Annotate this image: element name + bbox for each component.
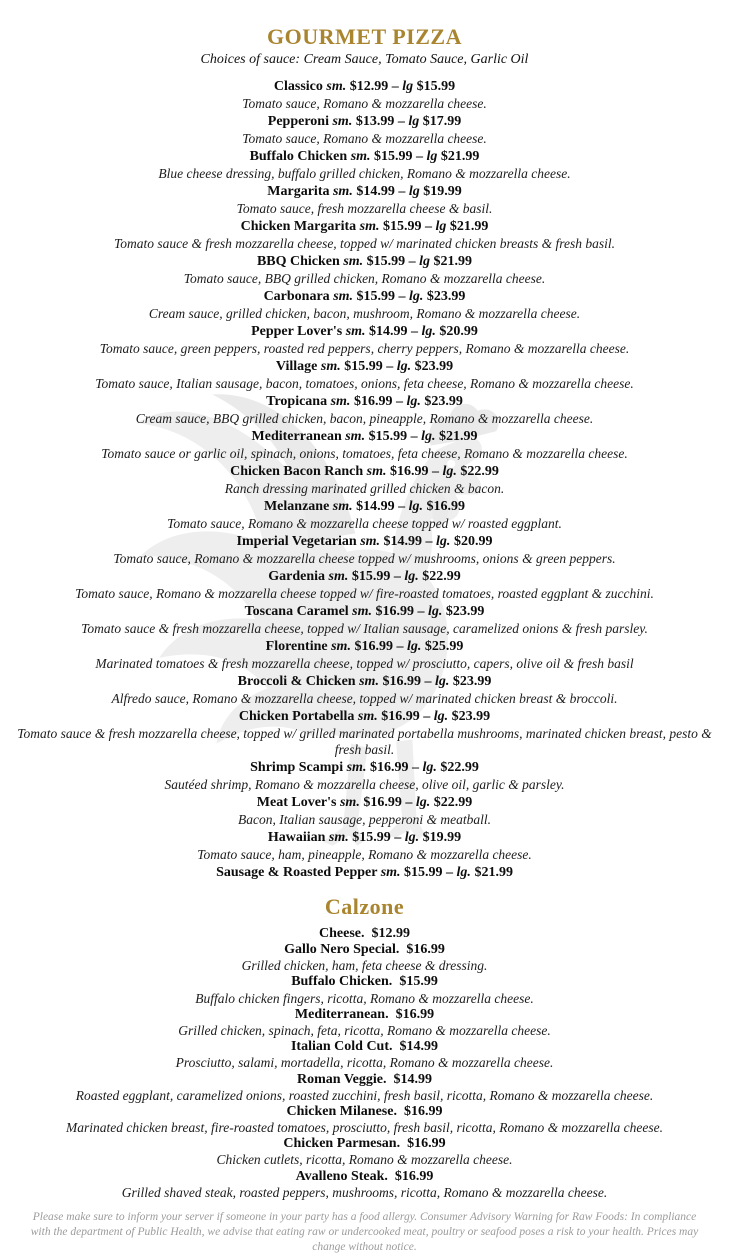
price-separator: –: [410, 428, 418, 444]
size-label-small: sm.: [339, 794, 360, 810]
size-label-large: lg: [408, 184, 420, 200]
item-price-small: $15.99: [382, 219, 422, 235]
item-price-small: $13.99: [355, 114, 395, 130]
item-name: Classico: [273, 79, 323, 95]
size-label-large: lg.: [436, 533, 451, 549]
menu-item: [12, 289, 717, 322]
item-name: Mediterranean: [251, 428, 342, 444]
item-title-line: [12, 184, 717, 201]
calzone-items-list: [12, 926, 717, 1200]
item-price-large: $23.99: [424, 393, 463, 409]
item-name: Chicken Parmesan.: [283, 1136, 401, 1152]
menu-item: [12, 114, 717, 147]
item-price-large: $23.99: [426, 289, 466, 304]
menu-item: [12, 149, 717, 182]
item-price-small: $15.99: [344, 358, 383, 374]
item-price-large: $23.99: [414, 358, 454, 374]
size-label-large: lg: [408, 114, 420, 130]
item-title-line: [12, 464, 717, 481]
item-price: $16.99: [406, 942, 445, 958]
menu-item: [12, 534, 717, 567]
size-label-large: lg: [426, 149, 438, 165]
item-title-line: [12, 219, 717, 236]
item-name: Pepperoni: [267, 114, 329, 130]
price-separator: –: [398, 289, 406, 304]
price-separator: –: [408, 254, 416, 270]
menu-item: [12, 942, 717, 973]
item-name: Florentine: [265, 638, 328, 654]
size-label-large: lg.: [422, 759, 437, 775]
item-title-line: [12, 149, 717, 166]
price-separator: –: [396, 638, 404, 654]
item-description: Cream sauce, BBQ grilled chicken, bacon, pineapple, Romano & mozzarella cheese.: [135, 410, 594, 426]
size-label-large: lg.: [415, 794, 431, 810]
size-label-small: sm.: [331, 638, 351, 654]
menu-item: [12, 79, 717, 112]
item-name: Italian Cold Cut.: [290, 1039, 393, 1055]
size-label-small: sm.: [328, 568, 349, 584]
item-title-line: [12, 639, 717, 656]
item-description: Grilled chicken, ham, feta cheese & dressing.: [241, 958, 488, 974]
size-label-small: sm.: [320, 358, 341, 374]
item-description: Tomato sauce or garlic oil, spinach, onions, tomatoes, feta cheese, Romano & mozzarella cheese.: [101, 445, 628, 461]
menu-item: [12, 184, 717, 217]
item-price-small: $15.99: [368, 428, 408, 444]
item-price-small: $15.99: [374, 149, 413, 165]
item-price-small: $14.99: [356, 184, 395, 200]
menu-item: [12, 1136, 717, 1167]
size-label-small: sm.: [332, 498, 353, 514]
pizza-items-list: [12, 79, 717, 882]
item-title-line: [12, 1039, 717, 1055]
menu-item: [12, 974, 717, 1005]
size-label-small: sm.: [333, 289, 354, 304]
size-label-small: sm.: [357, 708, 378, 724]
size-label-small: sm.: [332, 184, 353, 200]
item-title-line: [12, 324, 717, 341]
price-separator: –: [405, 794, 413, 810]
size-label-small: sm.: [350, 149, 371, 165]
item-description: Grilled shaved steak, roasted peppers, mushrooms, ricotta, Romano & mozzarella cheese.: [121, 1184, 608, 1200]
size-label-large: lg.: [408, 498, 424, 514]
item-title-line: [12, 760, 717, 777]
item-name: Shrimp Scampi: [250, 759, 344, 775]
size-label-large: lg: [419, 254, 431, 270]
size-label-small: sm.: [359, 219, 380, 235]
size-label-small: sm.: [366, 463, 387, 479]
menu-item: [12, 1169, 717, 1200]
item-title-line: [12, 1072, 717, 1088]
item-title-line: [12, 289, 717, 306]
size-label-large: lg.: [434, 673, 450, 689]
price-separator: –: [397, 114, 405, 130]
price-separator: –: [391, 79, 399, 95]
item-price-small: $16.99: [382, 673, 421, 689]
item-price-large: $21.99: [440, 149, 480, 165]
item-title-line: [12, 1136, 717, 1152]
item-title-line: [12, 254, 717, 271]
section-calzone: [12, 894, 717, 1200]
item-title-line: [12, 604, 717, 621]
item-description: Grilled chicken, spinach, feta, ricotta, Romano & mozzarella cheese.: [178, 1022, 551, 1038]
item-price-small: $12.99: [349, 79, 389, 95]
item-title-line: [12, 499, 717, 516]
price-separator: –: [398, 184, 406, 200]
item-price: $16.99: [407, 1136, 446, 1152]
item-name: Gardenia: [268, 568, 326, 584]
menu-item: [12, 219, 717, 252]
item-name: Imperial Vegetarian: [236, 533, 357, 549]
item-title-line: [12, 429, 717, 446]
menu-item: [12, 674, 717, 707]
menu-item: [12, 499, 717, 532]
item-price-small: $16.99: [381, 708, 420, 724]
item-name: Avalleno Steak.: [295, 1168, 388, 1184]
calzone-title: Calzone: [324, 893, 405, 919]
item-price-large: $19.99: [422, 829, 462, 845]
item-description: Tomato sauce, Italian sausage, bacon, tomatoes, onions, feta cheese, Romano & mozzarella cheese.: [95, 375, 634, 391]
item-title-line: [12, 674, 717, 691]
item-price-large: $22.99: [422, 568, 461, 584]
item-description: Alfredo sauce, Romano & mozzarella cheese, topped w/ marinated chicken breast & broccoli.: [111, 690, 618, 706]
menu-item: [12, 1007, 717, 1038]
item-price-small: $16.99: [389, 463, 429, 479]
item-description: Tomato sauce & fresh mozzarella cheese, topped w/ marinated chicken breasts & fresh basil.: [113, 235, 616, 251]
item-name: Tropicana: [266, 393, 328, 409]
menu-item: [12, 254, 717, 287]
size-label-large: lg: [402, 79, 414, 95]
item-price-large: $20.99: [439, 323, 478, 339]
item-name: Buffalo Chicken: [249, 149, 348, 165]
price-separator: –: [411, 323, 419, 339]
item-description: Cream sauce, grilled chicken, bacon, mushroom, Romano & mozzarella cheese.: [148, 305, 581, 321]
item-price-small: $14.99: [383, 533, 423, 549]
menu-item: [12, 639, 717, 672]
item-price: $16.99: [403, 1103, 443, 1119]
size-label-large: lg.: [406, 393, 421, 409]
item-title-line: [12, 1169, 717, 1185]
item-title-line: [12, 942, 717, 958]
item-name: Margarita: [267, 184, 330, 200]
item-price-large: $22.99: [433, 794, 473, 810]
item-title-line: [12, 534, 717, 551]
item-price-small: $15.99: [351, 568, 391, 584]
item-name: Sausage & Roasted Pepper: [216, 864, 378, 880]
item-description: Tomato sauce, green peppers, roasted red peppers, cherry peppers, Romano & mozzarella cheese.: [99, 340, 630, 356]
item-name: Roman Veggie.: [297, 1071, 387, 1087]
item-description: Chicken cutlets, ricotta, Romano & mozzarella cheese.: [216, 1152, 513, 1168]
menu-item: [12, 709, 717, 758]
item-price: $16.99: [394, 1168, 434, 1184]
item-title-line: [12, 865, 717, 882]
menu-item: [12, 1072, 717, 1103]
item-price-large: $25.99: [424, 638, 464, 654]
item-description: Tomato sauce, Romano & mozzarella cheese topped w/ roasted eggplant.: [167, 515, 562, 531]
item-title-line: [12, 926, 717, 942]
item-price-large: $19.99: [423, 184, 462, 200]
item-price-large: $16.99: [426, 498, 466, 514]
item-description: Buffalo chicken fingers, ricotta, Romano & mozzarella cheese.: [195, 990, 534, 1006]
menu-item: [12, 795, 717, 828]
menu-item: [12, 429, 717, 462]
size-label-small: sm.: [328, 829, 349, 845]
item-description: Marinated chicken breast, fire-roasted tomatoes, prosciutto, fresh basil, ricotta, Romano & mozzarella cheese.: [66, 1119, 663, 1135]
item-price: $16.99: [395, 1006, 435, 1022]
price-separator: –: [417, 603, 425, 619]
size-label-small: sm.: [330, 393, 351, 409]
item-price-large: $20.99: [453, 533, 493, 549]
item-name: Gallo Nero Special.: [284, 942, 400, 958]
item-name: Meat Lover's: [256, 794, 337, 810]
item-name: BBQ Chicken: [256, 254, 340, 270]
item-name: Broccoli & Chicken: [237, 673, 356, 689]
item-name: Buffalo Chicken.: [291, 974, 393, 990]
size-label-small: sm.: [359, 673, 379, 689]
size-label-large: lg.: [442, 463, 457, 479]
item-price-small: $14.99: [369, 323, 408, 339]
allergy-disclaimer: Please make sure to inform your server if someone in your party has a food allergy. Consumer Advisory Warning for Raw Foods: In compliance with the department of Public Health, we advise that eating raw or undercooked meat, poultry or seafood poses a risk to your health. Prices may change without notice.: [30, 1210, 699, 1253]
item-title-line: [12, 1104, 717, 1120]
menu-item: [12, 324, 717, 357]
size-label-large: lg.: [428, 603, 443, 619]
menu-item: [12, 569, 717, 602]
size-label-large: lg: [435, 219, 447, 235]
menu-item: [12, 464, 717, 497]
item-title-line: [12, 114, 717, 131]
size-label-small: sm.: [345, 323, 366, 339]
size-label-large: lg.: [396, 358, 412, 374]
item-name: Chicken Bacon Ranch: [230, 463, 364, 479]
size-label-large: lg.: [406, 638, 422, 654]
size-label-small: sm.: [352, 603, 373, 619]
menu-item: [12, 1039, 717, 1070]
item-description: Prosciutto, salami, mortadella, ricotta, Romano & mozzarella cheese.: [175, 1055, 554, 1071]
price-separator: –: [425, 533, 433, 549]
item-description: Roasted eggplant, caramelized onions, roasted zucchini, fresh basil, ricotta, Romano & mozzarella cheese.: [75, 1087, 654, 1103]
item-price-large: $23.99: [445, 603, 485, 619]
item-title-line: [12, 795, 717, 812]
price-separator: –: [394, 829, 402, 845]
item-name: Pepper Lover's: [251, 323, 343, 339]
size-label-large: lg.: [404, 568, 419, 584]
item-price-large: $23.99: [452, 673, 492, 689]
price-separator: –: [411, 759, 419, 775]
item-name: Toscana Caramel: [244, 603, 349, 619]
menu-item: [12, 830, 717, 863]
item-title-line: [12, 974, 717, 990]
item-price-small: $15.99: [352, 829, 391, 845]
size-label-large: lg.: [421, 428, 436, 444]
menu-item: [12, 760, 717, 793]
item-title-line: [12, 830, 717, 847]
menu-item: [12, 359, 717, 392]
item-price-large: $21.99: [474, 864, 513, 880]
menu-item: [12, 1104, 717, 1135]
price-separator: –: [424, 219, 432, 235]
price-separator: –: [395, 393, 403, 409]
item-price-small: $14.99: [356, 498, 395, 514]
item-name: Chicken Portabella: [238, 708, 355, 724]
item-description: Marinated tomatoes & fresh mozzarella cheese, topped w/ prosciutto, capers, olive oil & fresh basil: [95, 655, 634, 671]
item-price-large: $23.99: [451, 708, 491, 724]
item-description: Tomato sauce, Romano & mozzarella cheese topped w/ mushrooms, onions & green peppers.: [113, 550, 616, 566]
size-label-large: lg.: [433, 708, 449, 724]
item-price-large: $21.99: [438, 428, 478, 444]
menu-item: [12, 865, 717, 882]
size-label-small: sm.: [343, 254, 364, 270]
size-label-small: sm.: [380, 864, 401, 880]
item-description: Tomato sauce & fresh mozzarella cheese, topped w/ grilled marinated portabella mushrooms, marinated chicken breast, pesto & fresh basil.: [17, 725, 712, 757]
item-description: Tomato sauce, fresh mozzarella cheese & basil.: [236, 200, 493, 216]
price-separator: –: [424, 673, 432, 689]
price-separator: –: [398, 498, 406, 514]
menu-item: [12, 604, 717, 637]
item-description: Sautéed shrimp, Romano & mozzarella cheese, olive oil, garlic & parsley.: [164, 776, 565, 792]
item-name: Carbonara: [263, 289, 330, 304]
item-price-large: $22.99: [440, 759, 479, 775]
size-label-large: lg.: [404, 829, 420, 845]
item-description: Ranch dressing marinated grilled chicken & bacon.: [224, 480, 505, 496]
size-label-small: sm.: [346, 759, 367, 775]
item-name: Cheese.: [319, 926, 365, 942]
item-name: Mediterranean.: [294, 1006, 389, 1022]
item-price-small: $16.99: [354, 638, 393, 654]
price-separator: –: [423, 708, 431, 724]
price-separator: –: [416, 149, 424, 165]
item-price-large: $21.99: [433, 254, 473, 270]
item-price-large: $15.99: [416, 79, 456, 95]
item-title-line: [12, 709, 717, 726]
item-name: Chicken Milanese.: [286, 1103, 397, 1119]
item-title-line: [12, 359, 717, 376]
item-price: $14.99: [399, 1039, 439, 1055]
item-price-large: $21.99: [449, 219, 489, 235]
menu-item: [12, 926, 717, 942]
size-label-large: lg.: [456, 864, 471, 880]
item-price-small: $15.99: [356, 289, 396, 304]
gourmet-pizza-title: GOURMET PIZZA: [267, 24, 462, 49]
item-price-large: $17.99: [422, 114, 462, 130]
item-name: Village: [275, 358, 318, 374]
size-label-small: sm.: [345, 428, 366, 444]
item-description: Tomato sauce, BBQ grilled chicken, Romano & mozzarella cheese.: [183, 270, 546, 286]
section-gourmet-pizza: [12, 24, 717, 882]
item-name: Chicken Margarita: [240, 219, 357, 235]
item-price-small: $15.99: [366, 254, 406, 270]
item-price-small: $16.99: [375, 603, 415, 619]
item-price-small: $16.99: [369, 759, 409, 775]
size-label-small: sm.: [360, 533, 381, 549]
item-price: $12.99: [371, 926, 410, 942]
item-description: Tomato sauce, ham, pineapple, Romano & mozzarella cheese.: [197, 846, 532, 862]
item-title-line: [12, 569, 717, 586]
item-description: Tomato sauce & fresh mozzarella cheese, topped w/ Italian sausage, caramelized onions & fresh parsley.: [81, 620, 648, 636]
price-separator: –: [431, 463, 439, 479]
item-price: $15.99: [399, 974, 438, 990]
item-description: Tomato sauce, Romano & mozzarella cheese topped w/ fire-roasted tomatoes, roasted eggplant & zucchini.: [75, 585, 654, 601]
item-price-small: $15.99: [404, 864, 443, 880]
price-separator: –: [446, 864, 454, 880]
item-description: Tomato sauce, Romano & mozzarella cheese.: [242, 130, 487, 146]
size-label-small: sm.: [326, 79, 347, 95]
menu-item: [12, 394, 717, 427]
sauce-choices-subtitle: Choices of sauce: Cream Sauce, Tomato Sauce, Garlic Oil: [200, 52, 529, 68]
price-separator: –: [386, 358, 394, 374]
item-price-small: $16.99: [363, 794, 402, 810]
size-label-large: lg.: [409, 289, 424, 304]
item-price-small: $16.99: [353, 393, 393, 409]
size-label-small: sm.: [332, 114, 353, 130]
item-description: Tomato sauce, Romano & mozzarella cheese.: [242, 95, 487, 111]
item-name: Melanzane: [263, 498, 330, 514]
item-price: $14.99: [393, 1071, 432, 1087]
item-description: Bacon, Italian sausage, pepperoni & meatball.: [238, 811, 491, 827]
item-name: Hawaiian: [267, 829, 326, 845]
size-label-large: lg.: [421, 323, 436, 339]
item-title-line: [12, 79, 717, 96]
price-separator: –: [393, 568, 401, 584]
item-title-line: [12, 1007, 717, 1023]
item-title-line: [12, 394, 717, 411]
item-price-large: $22.99: [460, 463, 499, 479]
item-description: Blue cheese dressing, buffalo grilled chicken, Romano & mozzarella cheese.: [158, 165, 571, 181]
